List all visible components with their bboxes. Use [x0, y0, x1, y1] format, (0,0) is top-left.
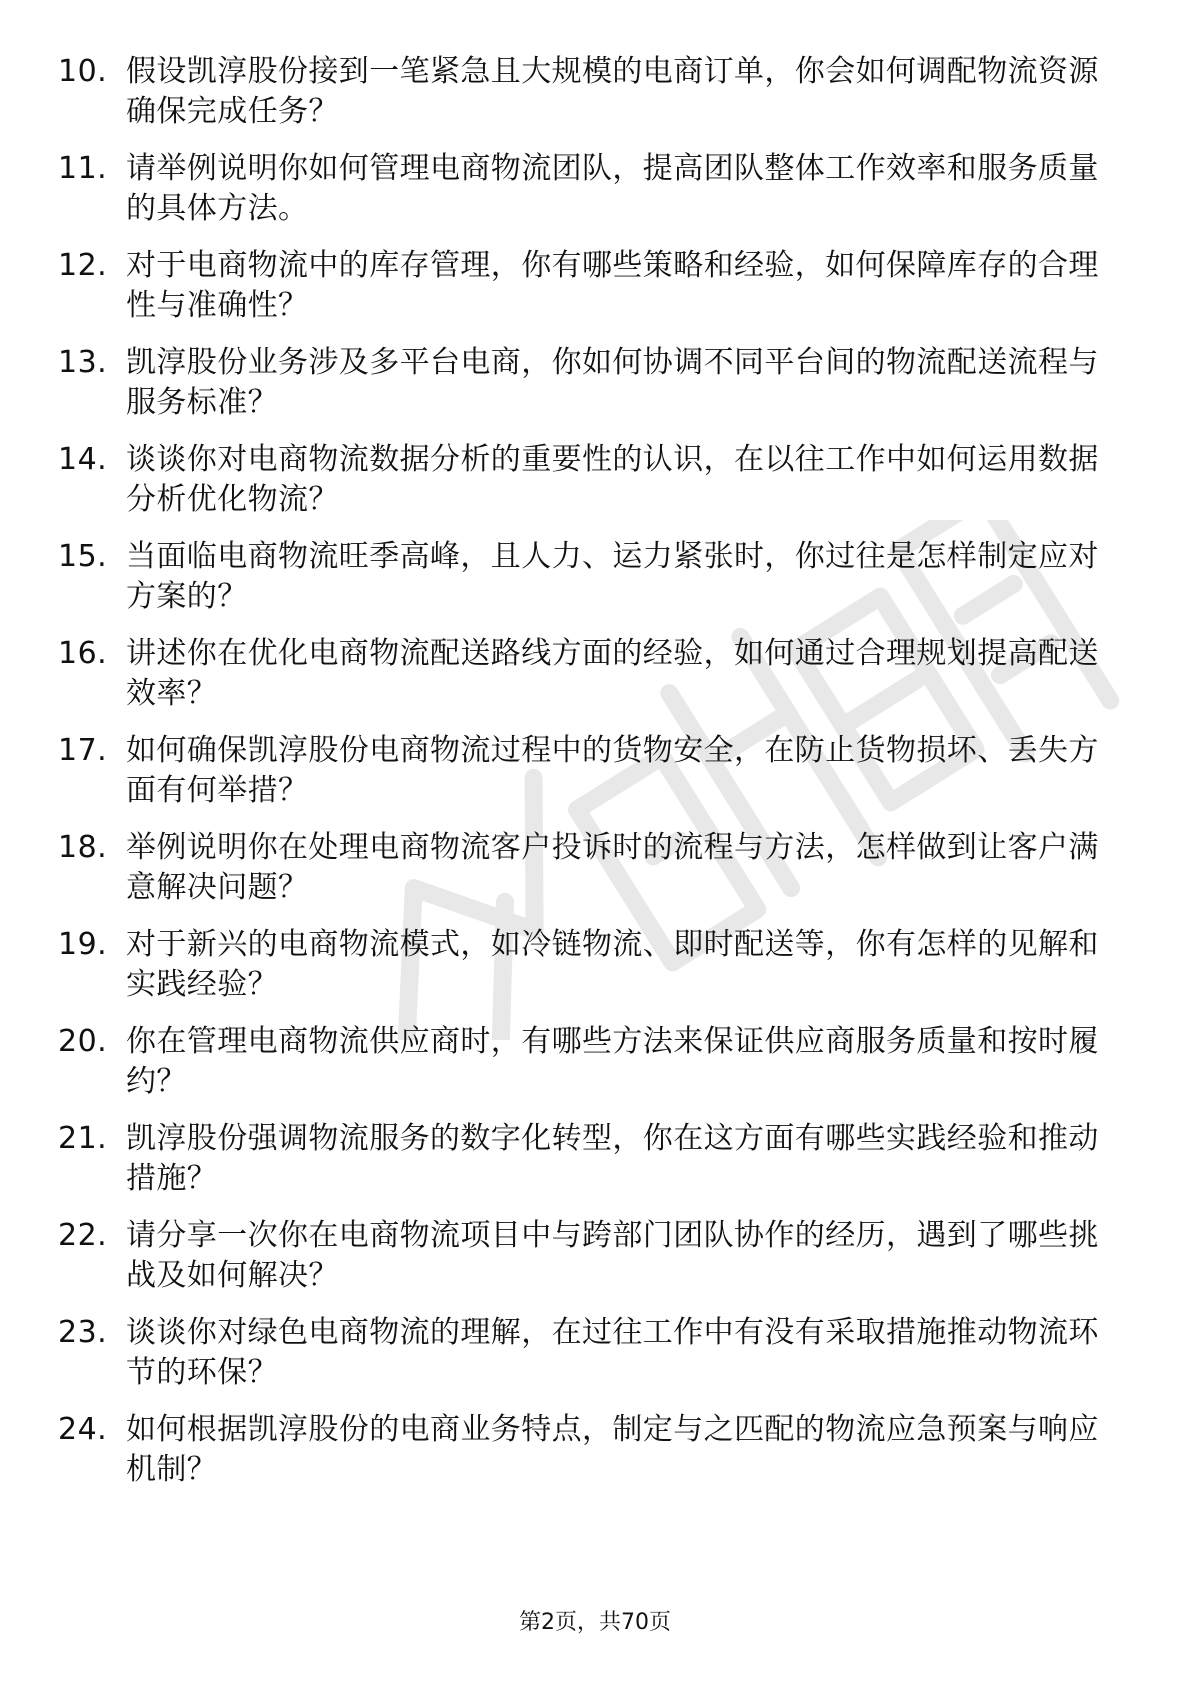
question-item	[58, 246, 1118, 343]
question-item	[58, 52, 1118, 149]
question-text: 谈谈你对电商物流数据分析的重要性的认识，在以往工作中如何运用数据分析优化物流？	[126, 442, 1099, 517]
question-text: 举例说明你在处理电商物流客户投诉时的流程与方法，怎样做到让客户满意解决问题？	[126, 830, 1099, 905]
question-number: 13.	[58, 345, 108, 380]
question-number: 21.	[58, 1121, 108, 1156]
question-number: 19.	[58, 927, 108, 962]
question-list	[58, 52, 1118, 1507]
question-text: 对于电商物流中的库存管理，你有哪些策略和经验，如何保障库存的合理性与准确性？	[126, 248, 1099, 323]
question-item	[58, 440, 1118, 537]
question-text: 凯淳股份业务涉及多平台电商，你如何协调不同平台间的物流配送流程与服务标准？	[126, 345, 1099, 420]
question-number: 24.	[58, 1412, 108, 1447]
question-text: 谈谈你对绿色电商物流的理解，在过往工作中有没有采取措施推动物流环节的环保？	[126, 1315, 1099, 1390]
question-text: 假设凯淳股份接到一笔紧急且大规模的电商订单，你会如何调配物流资源确保完成任务？	[126, 54, 1099, 129]
question-item	[58, 1313, 1118, 1410]
question-number: 22.	[58, 1218, 108, 1253]
question-item	[58, 537, 1118, 634]
question-text: 如何确保凯淳股份电商物流过程中的货物安全，在防止货物损坏、丢失方面有何举措？	[126, 733, 1099, 808]
question-item	[58, 828, 1118, 925]
question-text: 请分享一次你在电商物流项目中与跨部门团队协作的经历，遇到了哪些挑战及如何解决？	[126, 1218, 1099, 1293]
question-text: 讲述你在优化电商物流配送路线方面的经验，如何通过合理规划提高配送效率？	[126, 636, 1099, 711]
question-item	[58, 343, 1118, 440]
question-text: 对于新兴的电商物流模式，如冷链物流、即时配送等，你有怎样的见解和实践经验？	[126, 927, 1099, 1002]
question-number: 11.	[58, 151, 108, 186]
question-text: 你在管理电商物流供应商时，有哪些方法来保证供应商服务质量和按时履约？	[126, 1024, 1099, 1099]
question-number: 15.	[58, 539, 108, 574]
question-number: 20.	[58, 1024, 108, 1059]
question-item	[58, 149, 1118, 246]
question-number: 14.	[58, 442, 108, 477]
question-number: 17.	[58, 733, 108, 768]
question-text: 当面临电商物流旺季高峰，且人力、运力紧张时，你过往是怎样制定应对方案的？	[126, 539, 1099, 614]
question-text: 凯淳股份强调物流服务的数字化转型，你在这方面有哪些实践经验和推动措施？	[126, 1121, 1099, 1196]
question-number: 16.	[58, 636, 108, 671]
question-item	[58, 1022, 1118, 1119]
question-number: 18.	[58, 830, 108, 865]
question-number: 23.	[58, 1315, 108, 1350]
question-text: 如何根据凯淳股份的电商业务特点，制定与之匹配的物流应急预案与响应机制？	[126, 1412, 1099, 1487]
question-item	[58, 1119, 1118, 1216]
page-footer: 第2页，共70页	[519, 1610, 671, 1635]
question-item	[58, 1410, 1118, 1507]
question-number: 12.	[58, 248, 108, 283]
question-item	[58, 634, 1118, 731]
question-item	[58, 731, 1118, 828]
question-item	[58, 925, 1118, 1022]
question-text: 请举例说明你如何管理电商物流团队，提高团队整体工作效率和服务质量的具体方法。	[126, 151, 1099, 226]
question-number: 10.	[58, 54, 108, 89]
question-item	[58, 1216, 1118, 1313]
